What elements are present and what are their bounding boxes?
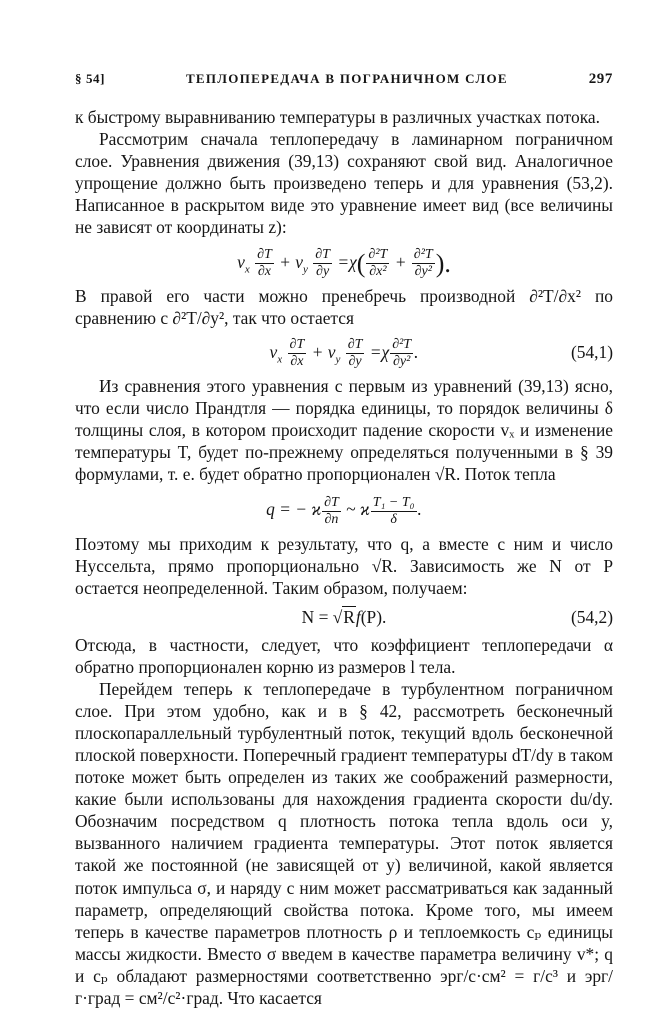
eq1-frac-d2x [366, 247, 389, 280]
eq2-frac3-num: ∂²T [392, 337, 412, 353]
eq4-equals: = [318, 606, 329, 627]
eq2-plus: + [311, 341, 324, 362]
eq3-frac1-den: ∂n [324, 511, 339, 527]
eq4-sqrt [333, 606, 356, 627]
eq3-kappa2: ϰ [359, 499, 370, 520]
paragraph-2: Рассмотрим сначала теплопередачу в ламинарном пограничном слое. Уравнения движения (39,13) сохраняют свой вид. Аналогичное упрощение должно быть произведено теперь и для уравнения (53,2). Написанное в раскрытом виде это уравнение имеет вид (все величины не зависят от координаты z): [75, 129, 613, 238]
eq4-P: (P). [360, 606, 387, 627]
eq2-frac-dtdx [288, 337, 307, 370]
eq1-v: v [237, 251, 245, 272]
eq1-frac1-num: ∂T [257, 247, 272, 263]
page-number: 297 [588, 71, 613, 87]
paragraph-5: Поэтому мы приходим к результату, что q, а вместе с ним и число Нуссельта, прямо пропорционально √R. Зависимость же N от P остается неопределенной. Таким образом, получаем: [75, 534, 613, 599]
eq1-frac4-den: ∂y² [414, 264, 432, 280]
paragraph-3: В правой его части можно пренебречь производной ∂²T/∂x² по сравнению с ∂²T/∂y², так что остается [75, 285, 613, 328]
eq1-frac-d2y [412, 247, 435, 280]
eq4-root-sign: √ [332, 606, 343, 627]
eq3-sim: ~ [346, 499, 356, 520]
eq2-equals: = [369, 341, 382, 362]
section-marker: § 54] [75, 71, 106, 86]
equation-54-2 [75, 600, 613, 634]
eq2-sub-x: x [277, 353, 283, 366]
eq4-R: R [343, 606, 355, 627]
paragraph-7: Перейдем теперь к теплопередаче в турбулентном пограничном слое. При этом удобно, как и в § 42, рассмотреть бесконечный плоскопараллельный турбулентный поток, текущий вдоль бесконечной плоской поверхности. Поперечный градиент температуры dT/dy в таком потоке может быть определен из таких же соображений размерности, какие были использованы для нахождения градиента скорости du/dy. Обозначим посредством q плотность потока тепла вдоль оси y, вызванного наличием градиента температуры. Этот поток является такой же постоянной (не зависящей от y) величиной, какой является поток импульса σ, и наряду с ним может рассматриваться как заданный параметр, определяющий свойства потока. Кроме того, мы имеем теперь в качестве параметров плотность ρ и теплоемкость cₚ единицы массы жидкости. Вместо σ введем в качестве параметра величину v*; q и cₚ обладают размерностями соответственно эрг/с·см² = г/с³ и эрг/г·град = см²/с²·град. Что касается [75, 678, 613, 1008]
eq3-frac-dtdn [322, 495, 341, 528]
eq3-frac1-num: ∂T [324, 494, 339, 510]
eq4-f: f [355, 606, 361, 627]
eq1-frac3-den: ∂x² [369, 264, 387, 280]
eq3-period: . [417, 499, 422, 520]
eq1-frac3-num: ∂²T [368, 247, 388, 263]
eq2-frac-d2y [390, 337, 413, 370]
eq1-chi: χ [349, 251, 357, 272]
equation-heat-full [75, 239, 613, 285]
eq1-v2: v [295, 251, 304, 272]
eq4-N: N [301, 606, 315, 627]
eq1-plus2: + [394, 251, 407, 272]
page-header [75, 68, 613, 90]
eq2-sub-y: y [335, 353, 341, 366]
eq2-frac2-den: ∂y [348, 354, 362, 370]
eq2-frac1-num: ∂T [289, 337, 305, 353]
eq2-v2: v [327, 341, 336, 362]
eq1-plus: + [279, 251, 291, 272]
eq3-frac2-den: δ [390, 511, 397, 527]
eq2-frac3-den: ∂y² [392, 354, 411, 370]
eq1-sub-y: y [303, 263, 308, 276]
equation-heat-flux [75, 485, 613, 533]
paragraph-6: Отсюда, в частности, следует, что коэффициент теплопередачи α обратно пропорционален корню из размеров l тела. [75, 634, 613, 677]
eq2-frac-dtdy [346, 337, 365, 370]
eq3-q: q [266, 499, 275, 520]
eq1-equals: = [337, 251, 350, 272]
equation-54-1 [75, 329, 613, 375]
eq2-frac1-den: ∂x [290, 354, 304, 370]
eq1-frac2-num: ∂T [315, 247, 330, 263]
eq2-frac2-num: ∂T [347, 337, 363, 353]
equation-number-54-2: (54,2) [570, 606, 613, 627]
equation-number-54-1: (54,1) [570, 341, 613, 362]
eq1-frac-dtdy [313, 247, 332, 280]
eq1-frac-dtdx [255, 247, 274, 280]
eq2-v: v [269, 341, 278, 362]
eq1-frac2-den: ∂y [316, 264, 330, 280]
paragraph-1: к быстрому выравниванию температуры в различных участках потока. [75, 107, 600, 127]
eq1-frac4-num: ∂²T [413, 247, 433, 263]
eq2-period: . [414, 341, 419, 362]
eq2-chi: χ [381, 341, 390, 362]
eq1-lparen: ( [356, 248, 366, 278]
eq3-kappa: ϰ [311, 499, 322, 520]
eq1-sub-x: x [244, 263, 250, 276]
eq1-rparen: ). [435, 248, 451, 278]
paragraph-4: Из сравнения этого уравнения с первым из уравнений (39,13) ясно, что если число Прандтля — порядка единицы, то порядок величины δ толщины слоя, в котором происходит падение скорости vₓ и изменение температуры T, будет по-прежнему определяться полученными в § 39 формулами, т. е. будет обратно пропорционален √R. Поток тепла [75, 375, 613, 485]
eq3-frac-delta [371, 495, 417, 528]
eq3-frac2-num: T₁ − T₀ [372, 494, 415, 510]
running-title: ТЕПЛОПЕРЕДАЧА В ПОГРАНИЧНОМ СЛОЕ [185, 71, 508, 86]
eq3-equals-minus: = − [279, 499, 307, 520]
eq1-frac1-den: ∂x [257, 264, 272, 280]
